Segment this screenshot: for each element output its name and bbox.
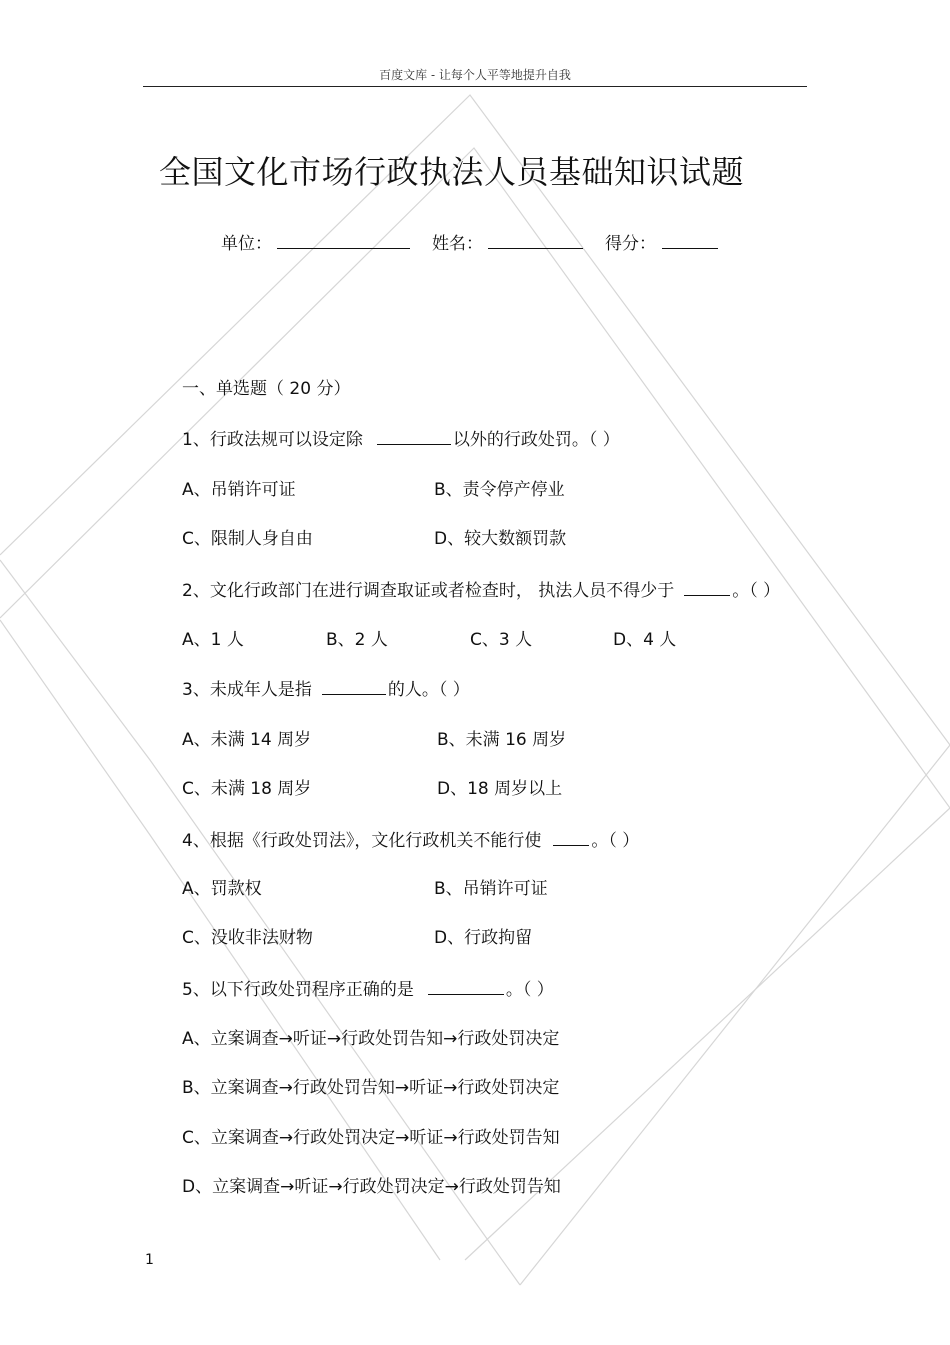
answer-blank xyxy=(428,978,504,995)
question-text: 1、行政法规可以设定除 xyxy=(182,430,363,450)
option: A、吊销许可证 xyxy=(182,480,296,500)
option: B、2 人 xyxy=(326,630,388,650)
option: B、吊销许可证 xyxy=(434,879,548,899)
question-4 xyxy=(182,829,639,852)
section-heading: 一、单选题（ 20 分） xyxy=(182,379,351,399)
answer-blank xyxy=(684,579,730,596)
option: A、罚款权 xyxy=(182,879,262,899)
header-text: 百度文库 - 让每个人平等地提升自我 xyxy=(379,68,571,82)
question-3 xyxy=(182,678,470,701)
answer-blank xyxy=(377,428,451,445)
option: C、限制人身自由 xyxy=(182,529,313,549)
page-number: 1 xyxy=(145,1252,154,1268)
option: C、未满 18 周岁 xyxy=(182,779,312,799)
question-text: 的人。（ ） xyxy=(387,680,470,700)
option: B、立案调查→行政处罚告知→听证→行政处罚决定 xyxy=(182,1078,560,1098)
option: A、1 人 xyxy=(182,630,244,650)
option: D、较大数额罚款 xyxy=(434,529,567,549)
option: C、立案调查→行政处罚决定→听证→行政处罚告知 xyxy=(182,1128,560,1148)
unit-field[interactable] xyxy=(277,248,410,249)
question-text: 以外的行政处罚。（ ） xyxy=(452,430,620,450)
header-rule xyxy=(143,86,807,87)
option: D、18 周岁以上 xyxy=(437,779,563,799)
question-text: 。（ ） xyxy=(505,980,554,1000)
question-5 xyxy=(182,978,554,1001)
question-2 xyxy=(182,579,780,602)
question-text: 3、未成年人是指 xyxy=(182,680,312,700)
option: A、未满 14 周岁 xyxy=(182,730,312,750)
question-1 xyxy=(182,428,620,451)
answer-blank xyxy=(553,829,589,846)
name-field[interactable] xyxy=(488,248,583,249)
option: D、行政拘留 xyxy=(434,928,533,948)
option: C、3 人 xyxy=(470,630,533,650)
question-text: 。（ ） xyxy=(591,831,640,851)
question-text: 2、文化行政部门在进行调查取证或者检查时， 执法人员不得少于 xyxy=(182,581,675,601)
option: D、立案调查→听证→行政处罚决定→行政处罚告知 xyxy=(182,1177,561,1197)
page-title: 全国文化市场行政执法人员基础知识试题 xyxy=(159,153,745,191)
option: A、立案调查→听证→行政处罚告知→行政处罚决定 xyxy=(182,1029,560,1049)
option: C、没收非法财物 xyxy=(182,928,313,948)
option: B、未满 16 周岁 xyxy=(437,730,567,750)
unit-label: 单位： xyxy=(221,234,272,254)
score-label: 得分： xyxy=(605,234,656,254)
option: B、责令停产停业 xyxy=(434,480,565,500)
score-field[interactable] xyxy=(662,248,718,249)
option: D、4 人 xyxy=(613,630,677,650)
name-label: 姓名： xyxy=(432,234,483,254)
question-text: 5、以下行政处罚程序正确的是 xyxy=(182,980,414,1000)
answer-blank xyxy=(322,678,386,695)
question-text: 4、根据《行政处罚法》，文化行政机关不能行使 xyxy=(182,831,542,851)
question-text: 。（ ） xyxy=(732,581,781,601)
